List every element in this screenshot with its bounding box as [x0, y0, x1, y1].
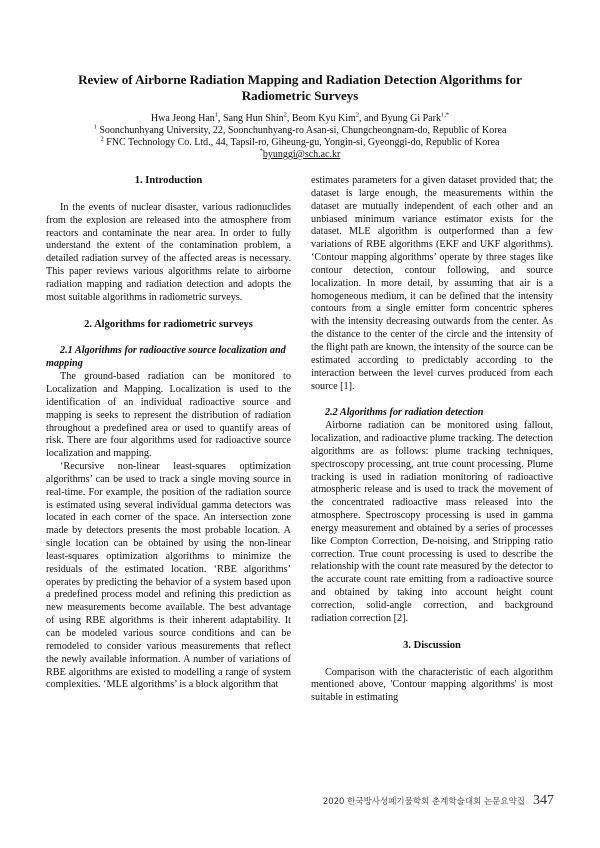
right-column [311, 175, 553, 705]
paragraph: In the events of nuclear disaster, various radionuclides from the explosion are released into the atmosphere from reactors and contaminate the near area. In order to fully understand the extent of the contamination problem, a detailed radiation survey of the affected areas is necessary. This paper reviews various algorithms relate to airborne radiation mapping and radiation detection and adopts the most suitable algorithms in radiometric surveys. [46, 201, 291, 303]
paragraph: Airborne radiation can be monitored using fallout, localization, and radioactive plume tracking. The detection algorithms are as follows: plume tracking techniques, spectroscopy processing, ant true count processing. Plume tracking is used in radiation monitoring of radioactive atmospheric release and is used to track the movement of the concentrated radioactive mass released into the atmosphere. Spectroscopy processing is used in gamma energy measurement and obtained by a series of processes like Compton Correction, De-noising, and Stripping ratio correction. True count processing is used to describe the relationship with the count rate measured by the detector to the accurate count rate emitting from a radioactive source and obtained by taking into account height count correction, solid-angle correction, and background radiation correction [2]. [311, 420, 553, 624]
page-number: 347 [533, 793, 554, 808]
paragraph: ‘Recursive non-linear least-squares optimization algorithms’ can be used to track a single moving source in real-time. For example, the position of the radiation source is estimated using several individual gamma detectors was located in each corner of the space. An intersection zone made by detectors presents the most probable location. A single location can be obtained by using the non-linear least-squares optimization algorithms to minimize the residuals of the estimated location. ‘RBE algorithms’ operates by predicting the behavior of a system based upon a predefined process model and refining this prediction as new measurements become available. The best advantage of using RBE algorithms is their inherent adaptability. It can be modeled various source conditions and can be remodeled to consider various measurements that reflect the newly available information. A number of variations of RBE algorithms are existed to modelling a range of system complexities. ‘MLE algorithms’ is a block algorithm that [46, 461, 291, 691]
section-heading-algorithms: 2. Algorithms for radiometric surveys [84, 318, 253, 330]
corresponding-email: *byunggi@sch.ac.kr [259, 147, 341, 160]
paper-title: Review of Airborne Radiation Mapping and Radiation Detection Algorithms for Radiometric Surveys [78, 72, 522, 103]
affiliation-1: $^1$ Soonchunhyang University, 22, Soonchunhyang-ro Asan-si, Chungcheongnam-do, Republic of Korea [93, 123, 507, 136]
author-list: Hwa Jeong Han$^1$, Sang Hun Shin$^2$, Beom Kyu Kim$^2$, and Byung Gi Park$^{1,*}$ [150, 111, 450, 124]
email-link[interactable]: byunggi@sch.ac.kr [262, 149, 341, 160]
paragraph: Comparison with the characteristic of each algorithm mentioned above, 'Contour mapping algorithms' is most suitable in estimating [311, 666, 553, 704]
paragraph: estimates parameters for a given dataset provided that; the dataset is large enough, the measurements within the dataset are mutually independent of each other and an unbiased minimum variance estimator exists for the dataset. MLE algorithm is outperformed than a few variations of RBE algorithms (EKF and UKF algorithms). ‘Contour mapping algorithms’ operate by three stages like contour detection, contour following, and source localization. In more detail, by assuming that air is a homogeneous medium, it can be defined that the intensity contours from a single emitter form concentric spheres with the intensity decreasing outwards from the center. As the distance to the center of the circle and the intensity of the flight path are known, the intensity of the source can be estimated according to predictably according to the interaction between the level curves produced from each source [1]. [311, 175, 553, 392]
conference-name: 2020 한국방사성폐기물학회 춘계학술대회 논문요약집 [322, 797, 525, 807]
author-3: , Beom Kyu Kim [286, 113, 356, 124]
author-block [60, 113, 540, 161]
author-1: Hwa Jeong Han [150, 113, 215, 124]
section-heading-introduction: 1. Introduction [134, 175, 203, 186]
paragraph: The ground-based radiation can be monitored to Localization and Mapping. Localization is used to the identification of an individual radioactive source and mapping is seeks to represent the distribution of radiation throughout a predefined area or used to quantify areas of risk. There are four algorithms used for radioactive source localization and mapping. [46, 371, 291, 460]
subsection-heading-localization: 2.1 Algorithms for radioactive source localization and mapping [46, 345, 286, 370]
subsection-heading-detection: 2.2 Algorithms for radiation detection [325, 407, 484, 419]
author-2: , Sang Hun Shin [218, 113, 284, 124]
left-column [46, 175, 291, 692]
page-footer [323, 793, 554, 807]
section-heading-discussion: 3. Discussion [403, 639, 461, 651]
author-4: , and Byung Gi Park [359, 113, 441, 124]
affiliation-2: $^2$ FNC Technology Co. Ltd., 44, Tapsil-ro, Giheung-gu, Yongin-si, Gyeonggi-do, Republic of Korea [100, 135, 500, 148]
